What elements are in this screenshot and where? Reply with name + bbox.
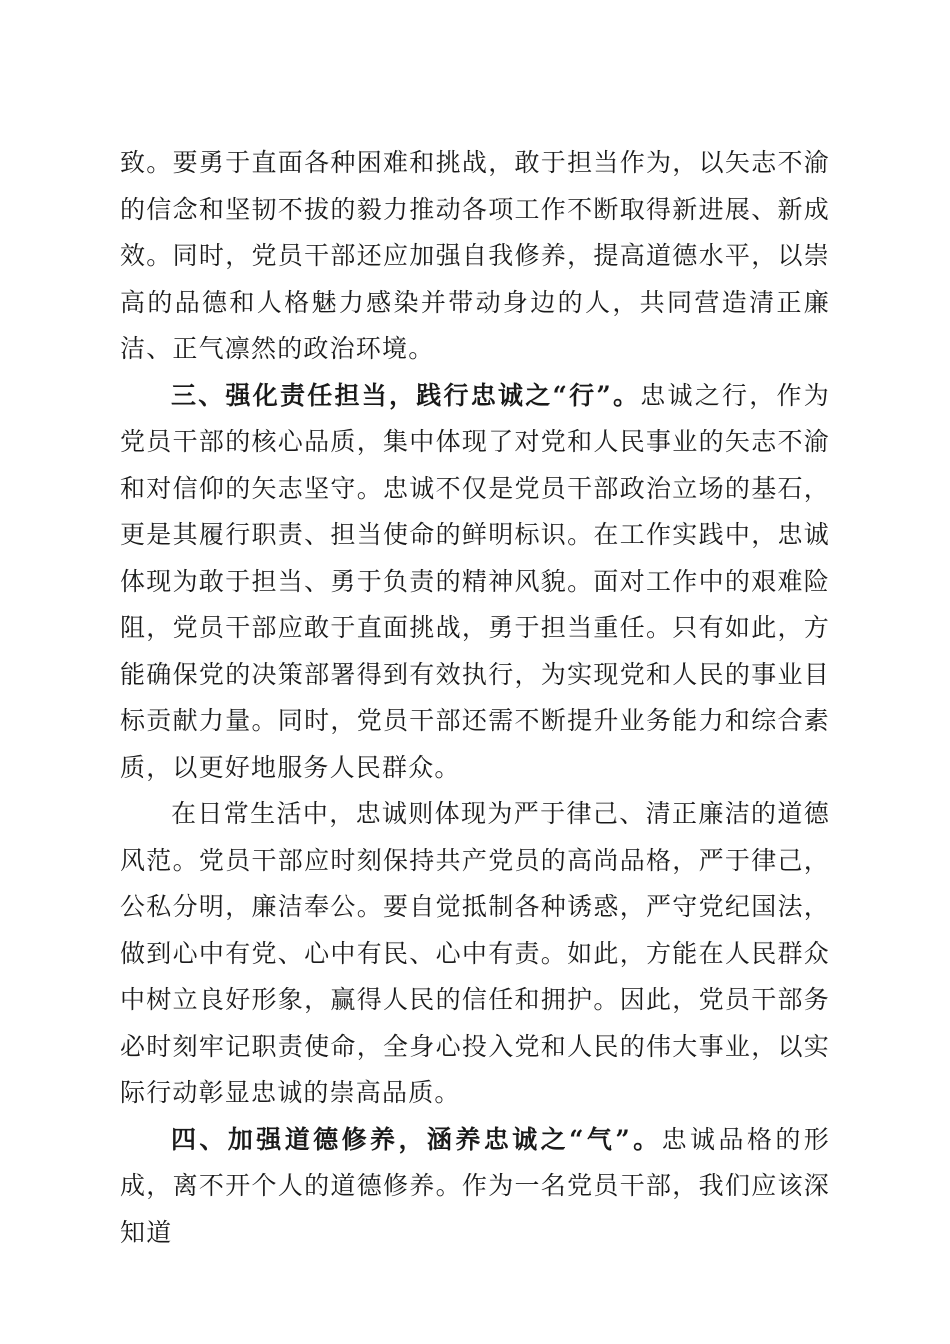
paragraph-daily-life <box>120 791 830 1117</box>
paragraph-continuation <box>120 140 830 373</box>
paragraph-text: 忠诚之行，作为党员干部的核心品质，集中体现了对党和人民事业的矢志不渝和对信仰的矢志坚守。忠诚不仅是党员干部政治立场的基石，更是其履行职责、担当使命的鲜明标识。在工作实践中，忠诚体现为敢于担当、勇于负责的精神风貌。面对工作中的艰难险阻，党员干部应敢于直面挑战，勇于担当重任。只有如此，方能确保党的决策部署得到有效执行，为实现党和人民的事业目标贡献力量。同时，党员干部还需不断提升业务能力和综合素质，以更好地服务人民群众。 <box>120 380 830 782</box>
section-heading-three: 三、强化责任担当，践行忠诚之“行”。 <box>171 380 641 410</box>
paragraph-section-three <box>120 373 830 792</box>
section-heading-four: 四、加强道德修养，涵养忠诚之“气”。 <box>171 1124 662 1154</box>
paragraph-section-four <box>120 1117 830 1257</box>
paragraph-text: 致。要勇于直面各种困难和挑战，敢于担当作为，以矢志不渝的信念和坚韧不拔的毅力推动各项工作不断取得新进展、新成效。同时，党员干部还应加强自我修养，提高道德水平，以崇高的品德和人格魅力感染并带动身边的人，共同营造清正廉洁、正气凛然的政治环境。 <box>120 148 830 363</box>
document-body <box>120 140 830 1256</box>
paragraph-text: 在日常生活中，忠诚则体现为严于律己、清正廉洁的道德风范。党员干部应时刻保持共产党员的高尚品格，严于律己，公私分明，廉洁奉公。要自觉抵制各种诱惑，严守党纪国法，做到心中有党、心中有民、心中有责。如此，方能在人民群众中树立良好形象，赢得人民的信任和拥护。因此，党员干部务必时刻牢记职责使命，全身心投入党和人民的伟大事业，以实际行动彰显忠诚的崇高品质。 <box>120 799 830 1107</box>
paragraph-text: 忠诚品格的形成，离不开个人的道德修养。作为一名党员干部，我们应该深知道 <box>120 1124 830 1247</box>
